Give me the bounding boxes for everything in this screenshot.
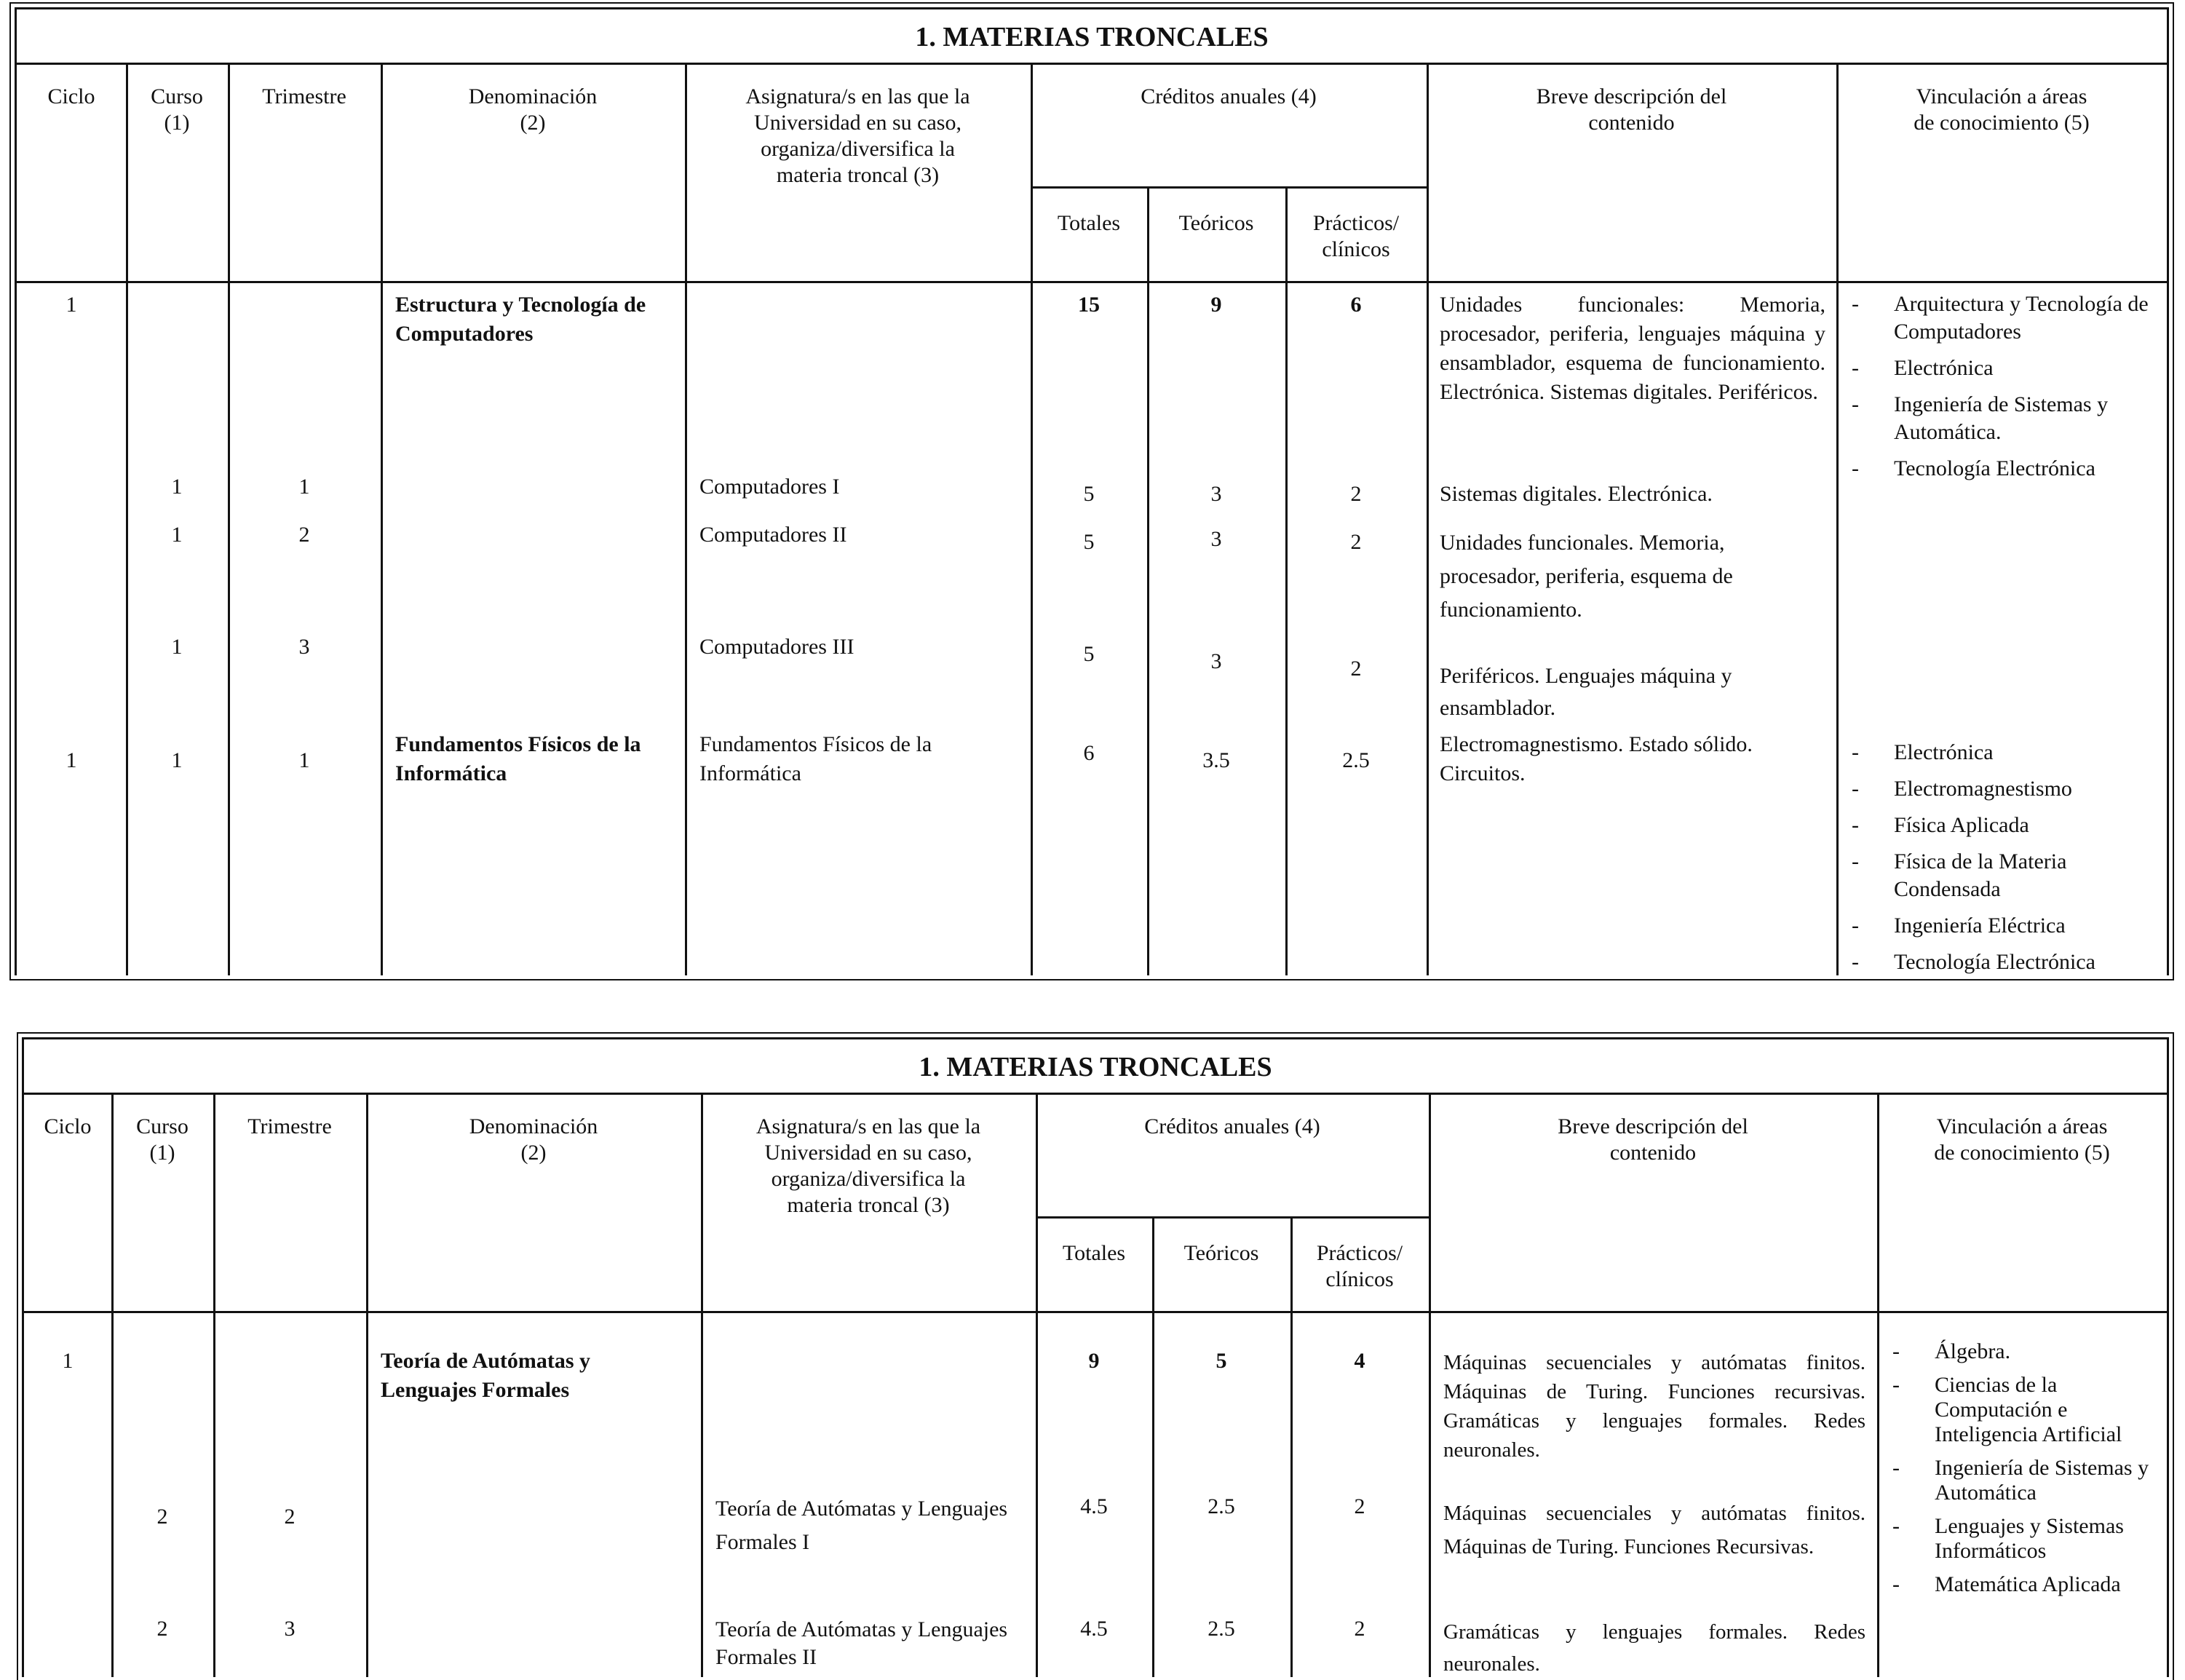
areas-list: [1840, 290, 2160, 491]
header-curso: Curso (1): [111, 1095, 213, 1313]
header-teoricos: Teóricos: [1147, 189, 1285, 283]
cell-asignatura: Fundamentos Físicos de la Informática: [699, 732, 932, 785]
header-denominacion: Denominación (2): [381, 65, 685, 283]
cell-totales: 6: [1083, 741, 1095, 765]
cell-practicos: 6: [1350, 293, 1362, 317]
area-item: - Tecnología Electrónica: [1852, 950, 2095, 974]
cell-teoricos: 2.5: [1208, 1494, 1235, 1518]
cell-practicos: 2: [1350, 530, 1362, 554]
cell-practicos: 2: [1354, 1617, 1365, 1641]
header-teoricos: Teóricos: [1152, 1219, 1290, 1313]
materias-table-2: [22, 1037, 2169, 1677]
cell-descripcion: Máquinas secuenciales y autómatas finitos. Máquinas de Turing. Funciones recursivas. Gramáticas y lenguajes formales. Redes neuronales.: [1443, 1351, 1865, 1462]
cell-asignatura: Computadores I: [699, 475, 840, 499]
area-item: - Física Aplicada: [1852, 813, 2029, 837]
cell-descripcion: Electromagnestismo. Estado sólido. Circuitos.: [1440, 732, 1753, 785]
header-totales: Totales: [1031, 189, 1147, 283]
grid-line: [1429, 1095, 1431, 1677]
grid-line: [1152, 1219, 1154, 1677]
cell-descripcion: Unidades funcionales: Memoria, procesador, periferia, lenguajes máquina y ensamblador, esquema de funcionamiento. Electrónica. Sistemas digitales. Periféricos.: [1440, 293, 1825, 404]
cell-teoricos: 3: [1210, 649, 1222, 673]
cell-curso: 1: [171, 635, 183, 659]
cell-teoricos: 9: [1210, 293, 1222, 317]
cell-totales: 5: [1083, 482, 1095, 506]
area-item: - Física de la Materia Condensada: [1852, 849, 2067, 901]
header-totales: Totales: [1036, 1219, 1152, 1313]
cell-ciclo: 1: [62, 1349, 74, 1373]
header-ciclo: Ciclo: [17, 65, 126, 283]
header-trimestre: Trimestre: [213, 1095, 366, 1313]
cell-totales: 5: [1083, 642, 1095, 666]
cell-ciclo: 1: [66, 748, 77, 772]
cell-asignatura: Computadores III: [699, 635, 854, 659]
cell-asignatura: Computadores II: [699, 523, 847, 547]
area-item: - Ingeniería de Sistemas y Automática.: [1852, 392, 2109, 444]
cell-curso: 1: [171, 748, 183, 772]
header-ciclo: Ciclo: [24, 1095, 111, 1313]
header-curso: Curso (1): [126, 65, 228, 283]
grid-line: [1877, 1095, 1879, 1677]
area-item: - Ingeniería Eléctrica: [1852, 914, 2066, 938]
header-creditos: Créditos anuales (4): [1036, 1095, 1429, 1219]
cell-descripcion: Periféricos. Lenguajes máquina y ensamblador.: [1440, 664, 1732, 720]
cell-totales: 4.5: [1080, 1494, 1108, 1518]
cell-descripcion: Unidades funcionales. Memoria, procesador, periferia, esquema de funcionamiento.: [1440, 531, 1733, 622]
header-creditos: Créditos anuales (4): [1031, 65, 1427, 189]
area-item: - Álgebra.: [1892, 1339, 2011, 1363]
cell-trimestre: 3: [298, 635, 310, 659]
area-item: - Ciencias de la Computación e Inteligencia Artificial: [1892, 1373, 2122, 1446]
cell-practicos: 4: [1354, 1349, 1365, 1373]
header-practicos: Prácticos/ clínicos: [1285, 189, 1427, 283]
cell-curso: 2: [156, 1505, 168, 1529]
header-trimestre: Trimestre: [228, 65, 381, 283]
area-item: - Electrónica: [1852, 356, 1994, 380]
cell-denominacion: Estructura y Tecnología de Computadores: [395, 293, 646, 346]
cell-totales: 5: [1083, 530, 1095, 554]
materias-table-1: [15, 7, 2169, 975]
area-item: - Electrónica: [1852, 740, 1994, 764]
table-title: 1. MATERIAS TRONCALES: [24, 1039, 2167, 1095]
grid-line: [1290, 1219, 1293, 1677]
cell-totales: 4.5: [1080, 1617, 1108, 1641]
cell-teoricos: 3.5: [1202, 748, 1230, 772]
grid-line: [1031, 65, 1033, 975]
cell-totales: 15: [1078, 293, 1100, 317]
area-item: - Ingeniería de Sistemas y Automática: [1892, 1456, 2149, 1505]
cell-curso: 1: [171, 523, 183, 547]
cell-teoricos: 5: [1216, 1349, 1227, 1373]
area-item: - Tecnología Electrónica: [1852, 456, 2095, 480]
grid-line: [701, 1095, 703, 1677]
cell-curso: 2: [156, 1617, 168, 1641]
cell-practicos: 2: [1350, 482, 1362, 506]
area-item: - Arquitectura y Tecnología de Computadores: [1852, 292, 2149, 344]
cell-teoricos: 2.5: [1208, 1617, 1235, 1641]
area-item: - Lenguajes y Sistemas Informáticos: [1892, 1514, 2124, 1563]
cell-teoricos: 3: [1210, 527, 1222, 551]
cell-practicos: 2: [1354, 1494, 1365, 1518]
cell-teoricos: 3: [1210, 482, 1222, 506]
cell-denominacion: Fundamentos Físicos de la Informática: [395, 732, 641, 785]
header-practicos: Prácticos/ clínicos: [1290, 1219, 1429, 1313]
cell-trimestre: 3: [284, 1617, 296, 1641]
header-descripcion: Breve descripción del contenido: [1427, 65, 1836, 283]
cell-descripcion: Máquinas secuenciales y autómatas finitos. Máquinas de Turing. Funciones Recursivas.: [1443, 1502, 1865, 1558]
cell-descripcion: Gramáticas y lenguajes formales. Redes neuronales.: [1443, 1620, 1865, 1676]
areas-list: [1840, 739, 2160, 985]
cell-denominacion: Teoría de Autómatas y Lenguajes Formales: [381, 1349, 591, 1402]
cell-practicos: 2: [1350, 657, 1362, 681]
header-asignatura: Asignatura/s en las que la Universidad en su caso, organiza/diversifica la materia troncal (3): [685, 65, 1031, 283]
header-denominacion: Denominación (2): [366, 1095, 701, 1313]
header-vinculacion: Vinculación a áreas de conocimiento (5): [1836, 65, 2167, 283]
cell-trimestre: 2: [298, 523, 310, 547]
grid-line: [1036, 1095, 1038, 1677]
grid-line: [213, 1095, 215, 1677]
areas-list: [1881, 1339, 2165, 1606]
cell-asignatura: Teoría de Autómatas y Lenguajes Formales II: [715, 1617, 1008, 1669]
grid-line: [685, 65, 687, 975]
cell-ciclo: 1: [66, 293, 77, 317]
area-item: - Electromagnestismo: [1852, 777, 2072, 801]
cell-asignatura: Teoría de Autómatas y Lenguajes Formales I: [715, 1497, 1008, 1554]
grid-line: [381, 65, 383, 975]
cell-descripcion: Sistemas digitales. Electrónica.: [1440, 482, 1713, 506]
area-item: - Matemática Aplicada: [1892, 1572, 2121, 1596]
cell-curso: 1: [171, 475, 183, 499]
cell-trimestre: 2: [284, 1505, 296, 1529]
cell-trimestre: 1: [298, 475, 310, 499]
header-descripcion: Breve descripción del contenido: [1429, 1095, 1877, 1313]
cell-practicos: 2.5: [1342, 748, 1370, 772]
header-vinculacion: Vinculación a áreas de conocimiento (5): [1877, 1095, 2167, 1313]
header-asignatura: Asignatura/s en las que la Universidad en su caso, organiza/diversifica la materia troncal (3): [701, 1095, 1036, 1313]
grid-line: [1836, 65, 1839, 975]
table-title: 1. MATERIAS TRONCALES: [17, 9, 2167, 65]
cell-trimestre: 1: [298, 748, 310, 772]
grid-line: [1427, 65, 1429, 975]
grid-line: [111, 1095, 114, 1677]
cell-totales: 9: [1088, 1349, 1100, 1373]
